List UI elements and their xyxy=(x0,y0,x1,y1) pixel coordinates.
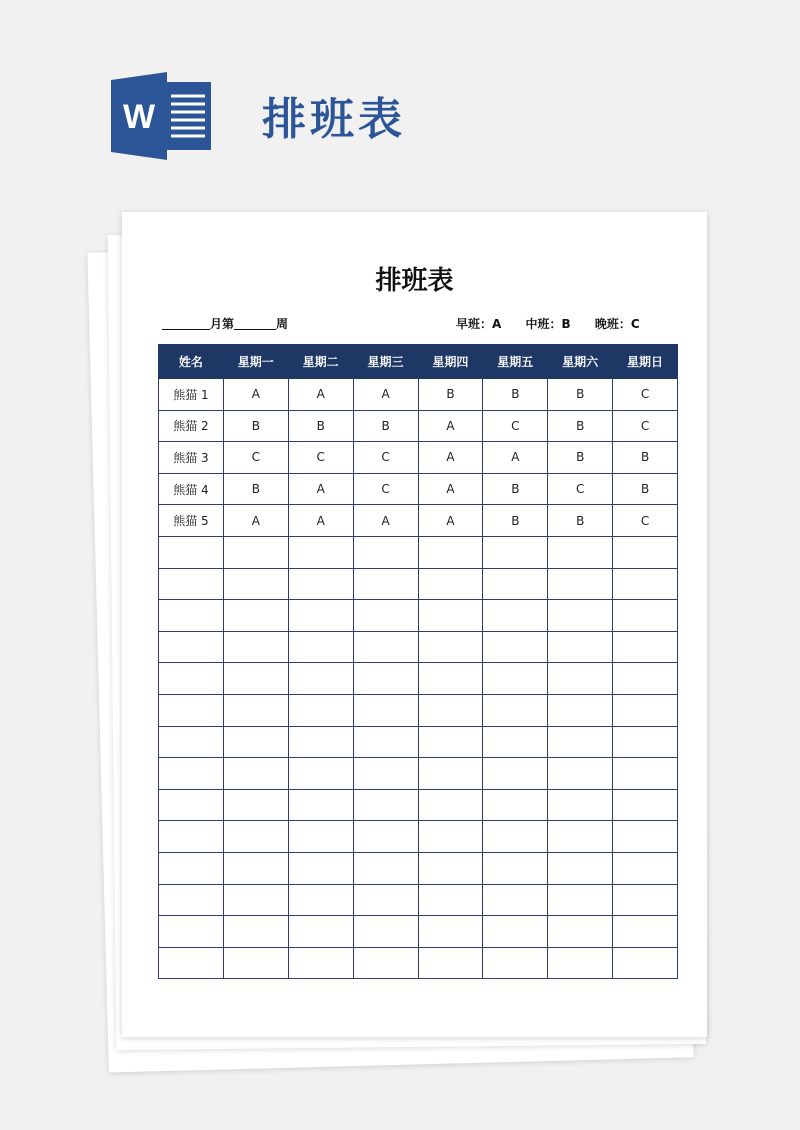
column-header: 星期日 xyxy=(613,345,678,379)
shift-cell[interactable]: B xyxy=(418,379,483,411)
empty-cell[interactable] xyxy=(353,694,418,726)
month-label: 月第 xyxy=(210,317,235,331)
shift-cell[interactable]: C xyxy=(288,442,353,474)
column-header: 姓名 xyxy=(159,345,224,379)
column-header: 星期六 xyxy=(548,345,613,379)
empty-cell[interactable] xyxy=(288,694,353,726)
shift-cell[interactable]: A xyxy=(288,505,353,537)
empty-cell[interactable] xyxy=(159,631,224,663)
empty-cell[interactable] xyxy=(483,947,548,979)
empty-cell[interactable] xyxy=(418,600,483,632)
shift-cell[interactable]: B xyxy=(223,473,288,505)
empty-cell[interactable] xyxy=(223,758,288,790)
empty-cell[interactable] xyxy=(159,600,224,632)
empty-cell[interactable] xyxy=(353,631,418,663)
empty-row xyxy=(159,568,678,600)
empty-cell[interactable] xyxy=(288,758,353,790)
empty-cell[interactable] xyxy=(223,789,288,821)
empty-cell[interactable] xyxy=(353,884,418,916)
shift-cell[interactable]: C xyxy=(548,473,613,505)
empty-cell[interactable] xyxy=(613,852,678,884)
empty-cell[interactable] xyxy=(548,694,613,726)
shift-cell[interactable]: A xyxy=(288,379,353,411)
empty-cell[interactable] xyxy=(613,600,678,632)
table-row xyxy=(159,505,678,537)
empty-cell[interactable] xyxy=(548,852,613,884)
column-header: 星期四 xyxy=(418,345,483,379)
shift-cell[interactable]: B xyxy=(288,410,353,442)
empty-cell[interactable] xyxy=(548,726,613,758)
empty-cell[interactable] xyxy=(288,916,353,948)
empty-row xyxy=(159,631,678,663)
empty-cell[interactable] xyxy=(159,726,224,758)
schedule-table xyxy=(158,344,678,979)
empty-cell[interactable] xyxy=(483,631,548,663)
empty-cell[interactable] xyxy=(159,821,224,853)
empty-cell[interactable] xyxy=(483,852,548,884)
empty-cell[interactable] xyxy=(223,600,288,632)
shift-cell[interactable]: B xyxy=(548,505,613,537)
shift-cell[interactable]: C xyxy=(613,379,678,411)
empty-cell[interactable] xyxy=(353,663,418,695)
shift-cell[interactable]: C xyxy=(483,410,548,442)
table-row xyxy=(159,473,678,505)
word-logo-icon xyxy=(111,72,211,160)
empty-row xyxy=(159,884,678,916)
shift-cell[interactable]: B xyxy=(223,410,288,442)
table-row xyxy=(159,410,678,442)
empty-cell[interactable] xyxy=(159,536,224,568)
empty-cell[interactable] xyxy=(288,884,353,916)
empty-row xyxy=(159,947,678,979)
empty-cell[interactable] xyxy=(418,663,483,695)
empty-cell[interactable] xyxy=(613,631,678,663)
empty-row xyxy=(159,663,678,695)
empty-cell[interactable] xyxy=(288,631,353,663)
empty-cell[interactable] xyxy=(483,916,548,948)
shift-cell[interactable]: C xyxy=(613,410,678,442)
empty-cell[interactable] xyxy=(223,568,288,600)
empty-cell[interactable] xyxy=(288,947,353,979)
empty-cell[interactable] xyxy=(223,852,288,884)
empty-row xyxy=(159,821,678,853)
document-page xyxy=(122,212,707,1037)
empty-cell[interactable] xyxy=(418,852,483,884)
shift-cell[interactable]: C xyxy=(353,473,418,505)
hero-title: 排班表 xyxy=(262,94,406,145)
name-cell[interactable]: 熊猫 4 xyxy=(159,473,224,505)
shift-cell[interactable]: A xyxy=(418,442,483,474)
empty-cell[interactable] xyxy=(418,947,483,979)
empty-cell[interactable] xyxy=(613,663,678,695)
shift-cell[interactable]: A xyxy=(418,505,483,537)
empty-cell[interactable] xyxy=(159,916,224,948)
shift-cell[interactable]: C xyxy=(223,442,288,474)
empty-cell[interactable] xyxy=(548,916,613,948)
empty-cell[interactable] xyxy=(288,663,353,695)
shift-cell[interactable]: B xyxy=(548,410,613,442)
empty-cell[interactable] xyxy=(548,568,613,600)
empty-cell[interactable] xyxy=(483,789,548,821)
empty-cell[interactable] xyxy=(418,789,483,821)
column-header: 星期二 xyxy=(288,345,353,379)
empty-cell[interactable] xyxy=(613,694,678,726)
document-title: 排班表 xyxy=(375,266,454,296)
empty-cell[interactable] xyxy=(288,600,353,632)
empty-cell[interactable] xyxy=(223,726,288,758)
table-row xyxy=(159,379,678,411)
empty-cell[interactable] xyxy=(548,947,613,979)
shift-cell[interactable]: B xyxy=(353,410,418,442)
empty-row xyxy=(159,536,678,568)
shift-cell[interactable]: A xyxy=(483,442,548,474)
empty-cell[interactable] xyxy=(483,568,548,600)
empty-cell[interactable] xyxy=(548,758,613,790)
empty-cell[interactable] xyxy=(353,758,418,790)
empty-cell[interactable] xyxy=(418,568,483,600)
empty-cell[interactable] xyxy=(288,536,353,568)
empty-cell[interactable] xyxy=(483,884,548,916)
empty-cell[interactable] xyxy=(483,536,548,568)
empty-cell[interactable] xyxy=(613,884,678,916)
svg-text:W: W xyxy=(122,98,156,136)
shift-cell[interactable]: B xyxy=(483,505,548,537)
empty-cell[interactable] xyxy=(353,536,418,568)
empty-cell[interactable] xyxy=(418,916,483,948)
name-cell[interactable]: 熊猫 5 xyxy=(159,505,224,537)
empty-cell[interactable] xyxy=(353,789,418,821)
empty-cell[interactable] xyxy=(548,884,613,916)
empty-cell[interactable] xyxy=(613,789,678,821)
column-header: 星期五 xyxy=(483,345,548,379)
empty-cell[interactable] xyxy=(613,916,678,948)
empty-cell[interactable] xyxy=(353,852,418,884)
shift-cell[interactable]: A xyxy=(223,379,288,411)
empty-cell[interactable] xyxy=(613,536,678,568)
shift-early: 早班：A xyxy=(456,317,502,331)
empty-cell[interactable] xyxy=(353,600,418,632)
shift-cell[interactable]: B xyxy=(613,473,678,505)
empty-row xyxy=(159,726,678,758)
empty-cell[interactable] xyxy=(483,758,548,790)
shift-cell[interactable]: B xyxy=(613,442,678,474)
empty-cell[interactable] xyxy=(223,536,288,568)
empty-cell[interactable] xyxy=(288,852,353,884)
empty-cell[interactable] xyxy=(613,726,678,758)
empty-cell[interactable] xyxy=(353,568,418,600)
empty-row xyxy=(159,694,678,726)
empty-cell[interactable] xyxy=(288,726,353,758)
empty-cell[interactable] xyxy=(353,947,418,979)
empty-cell[interactable] xyxy=(223,821,288,853)
empty-cell[interactable] xyxy=(613,947,678,979)
empty-cell[interactable] xyxy=(223,947,288,979)
empty-cell[interactable] xyxy=(548,663,613,695)
name-cell[interactable]: 熊猫 3 xyxy=(159,442,224,474)
shift-mid: 中班：B xyxy=(525,317,571,331)
shift-cell[interactable]: C xyxy=(613,505,678,537)
empty-row xyxy=(159,758,678,790)
empty-cell[interactable] xyxy=(288,789,353,821)
empty-row xyxy=(159,852,678,884)
name-cell[interactable]: 熊猫 2 xyxy=(159,410,224,442)
empty-cell[interactable] xyxy=(483,663,548,695)
empty-cell[interactable] xyxy=(483,821,548,853)
empty-cell[interactable] xyxy=(613,821,678,853)
empty-cell[interactable] xyxy=(223,884,288,916)
shift-legend xyxy=(456,315,640,332)
empty-cell[interactable] xyxy=(159,758,224,790)
month-week-line xyxy=(162,315,288,332)
shift-cell[interactable]: B xyxy=(548,442,613,474)
shift-cell[interactable]: A xyxy=(353,379,418,411)
empty-cell[interactable] xyxy=(418,884,483,916)
empty-cell[interactable] xyxy=(418,631,483,663)
empty-cell[interactable] xyxy=(159,789,224,821)
empty-cell[interactable] xyxy=(483,694,548,726)
shift-cell[interactable]: B xyxy=(483,473,548,505)
shift-late: 晚班：C xyxy=(594,317,640,331)
empty-row xyxy=(159,916,678,948)
empty-cell[interactable] xyxy=(418,821,483,853)
empty-cell[interactable] xyxy=(418,726,483,758)
shift-cell[interactable]: B xyxy=(483,379,548,411)
empty-cell[interactable] xyxy=(288,568,353,600)
week-label: 周 xyxy=(276,317,289,331)
empty-cell[interactable] xyxy=(613,568,678,600)
shift-cell[interactable]: A xyxy=(223,505,288,537)
empty-cell[interactable] xyxy=(223,663,288,695)
empty-cell[interactable] xyxy=(159,852,224,884)
shift-cell[interactable]: A xyxy=(418,473,483,505)
empty-cell[interactable] xyxy=(548,789,613,821)
shift-cell[interactable]: A xyxy=(288,473,353,505)
table-row xyxy=(159,442,678,474)
column-header: 星期三 xyxy=(353,345,418,379)
empty-cell[interactable] xyxy=(223,916,288,948)
empty-cell[interactable] xyxy=(483,726,548,758)
empty-cell[interactable] xyxy=(353,821,418,853)
empty-cell[interactable] xyxy=(548,536,613,568)
empty-row xyxy=(159,789,678,821)
empty-cell[interactable] xyxy=(159,884,224,916)
empty-cell[interactable] xyxy=(223,631,288,663)
empty-cell[interactable] xyxy=(548,821,613,853)
shift-cell[interactable]: B xyxy=(548,379,613,411)
empty-cell[interactable] xyxy=(353,916,418,948)
name-cell[interactable]: 熊猫 1 xyxy=(159,379,224,411)
empty-cell[interactable] xyxy=(159,694,224,726)
empty-cell[interactable] xyxy=(288,821,353,853)
empty-cell[interactable] xyxy=(159,568,224,600)
empty-cell[interactable] xyxy=(548,631,613,663)
shift-cell[interactable]: A xyxy=(418,410,483,442)
empty-cell[interactable] xyxy=(613,758,678,790)
empty-cell[interactable] xyxy=(483,600,548,632)
empty-cell[interactable] xyxy=(159,663,224,695)
shift-cell[interactable]: C xyxy=(353,442,418,474)
empty-cell[interactable] xyxy=(353,726,418,758)
empty-cell[interactable] xyxy=(418,536,483,568)
empty-cell[interactable] xyxy=(418,694,483,726)
empty-row xyxy=(159,600,678,632)
empty-cell[interactable] xyxy=(548,600,613,632)
column-header: 星期一 xyxy=(223,345,288,379)
empty-cell[interactable] xyxy=(159,947,224,979)
shift-cell[interactable]: A xyxy=(353,505,418,537)
empty-cell[interactable] xyxy=(418,758,483,790)
empty-cell[interactable] xyxy=(223,694,288,726)
